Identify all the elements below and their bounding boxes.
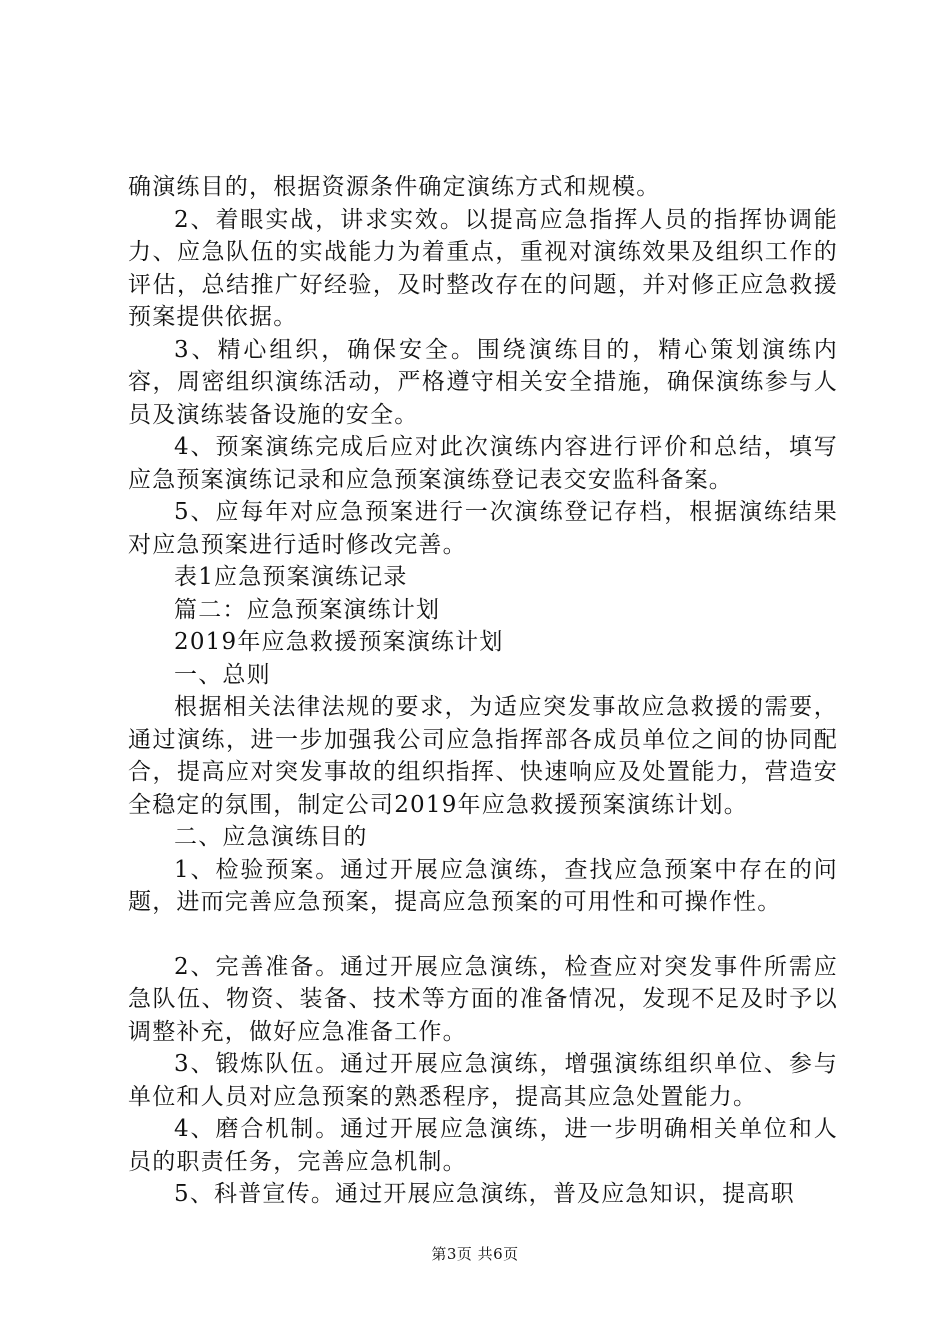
table-caption: 表1应急预案演练记录 <box>174 564 408 590</box>
paragraph-purpose-4: 4、磨合机制。通过开展应急演练，进一步明确相关单位和人员的职责任务，完善应急机制。 <box>128 1116 838 1175</box>
page-number-footer: 第3页 共6页 <box>431 1245 519 1263</box>
paragraph-purpose-5: 5、科普宣传。通过开展应急演练，普及应急知识，提高职 <box>174 1181 795 1207</box>
paragraph-purpose-2: 2、完善准备。通过开展应急演练，检查应对突发事件所需应急队伍、物资、装备、技术等方面的准备情况，发现不足及时予以调整补充，做好应急准备工作。 <box>128 953 838 1045</box>
heading-general: 一、总则 <box>174 661 271 688</box>
document-title: 2019年应急救援预案演练计划 <box>174 629 504 655</box>
paragraph-principle-3: 3、精心组织，确保安全。围绕演练目的，精心策划演练内容，周密组织演练活动，严格遵守相关安全措施，确保演练参与人员及演练装备设施的安全。 <box>128 336 838 428</box>
paragraph-continuation: 确演练目的，根据资源条件确定演练方式和规模。 <box>128 174 661 200</box>
paragraph-principle-4: 4、预案演练完成后应对此次演练内容进行评价和总结，填写应急预案演练记录和应急预案演练登记表交安监科备案。 <box>128 434 838 493</box>
paragraph-purpose-1: 1、检验预案。通过开展应急演练，查找应急预案中存在的问题，进而完善应急预案，提高应急预案的可用性和可操作性。 <box>128 856 838 915</box>
paragraph-principle-2: 2、着眼实战，讲求实效。以提高应急指挥人员的指挥协调能力、应急队伍的实战能力为着重点，重视对演练效果及组织工作的评估，总结推广好经验，及时整改存在的问题，并对修正应急救援预案提供依据。 <box>128 206 838 330</box>
section-heading: 篇二：应急预案演练计划 <box>174 596 441 623</box>
paragraph-general: 根据相关法律法规的要求，为适应突发事故应急救援的需要，通过演练，进一步加强我公司应急指挥部各成员单位之间的协同配合，提高应对突发事故的组织指挥、快速响应及处置能力，营造安全稳定的氛围，制定公司2019年应急救援预案演练计划。 <box>128 694 838 818</box>
heading-drill-purpose: 二、应急演练目的 <box>174 824 368 850</box>
paragraph-principle-5: 5、应每年对应急预案进行一次演练登记存档，根据演练结果对应急预案进行适时修改完善。 <box>128 499 838 558</box>
document-body <box>128 171 838 1211</box>
paragraph-purpose-3: 3、锻炼队伍。通过开展应急演练，增强演练组织单位、参与单位和人员对应急预案的熟悉程序，提高其应急处置能力。 <box>128 1051 838 1110</box>
